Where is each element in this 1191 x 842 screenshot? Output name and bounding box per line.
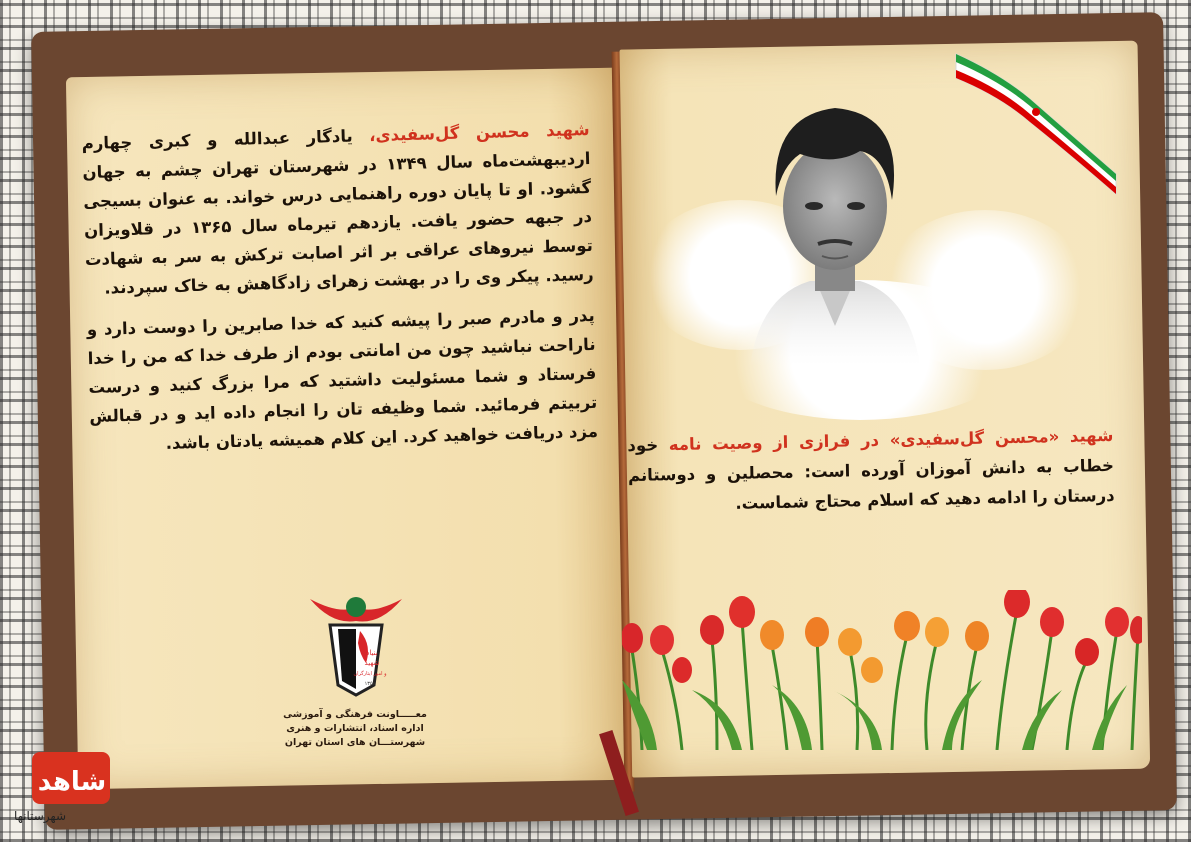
iran-flag <box>950 44 1122 204</box>
logo-year: ۱۳۵۸ <box>364 681 376 687</box>
martyr-foundation-logo <box>300 585 412 700</box>
biography-paragraph <box>81 115 594 303</box>
martyr-name: شهید محسن گل‌سفیدی، <box>368 119 590 146</box>
organization-credit <box>270 708 440 750</box>
tulips-illustration <box>622 590 1142 750</box>
logo-text: شهید <box>364 659 380 667</box>
biography-text: یادگار عبدالله و کبری چهارم اردیبهشت‌ماه سال ۱۳۴۹ در شهرستان تهران چشم به جهان گشود. او تا پایان دوره راهنمایی درس خواند. به عنوان بسیجی در جبهه حضور یافت. یازدهم تیرماه سال ۱۳۶۵ در قلاویزان توسط نیروهای عراقی بر اثر اصابت ترکش به سر به شهادت رسید. پیکر وی را در بهشت زهرای زادگاهش به خاک سپردند. <box>81 126 594 298</box>
logo-text: و امور ایثارگران <box>353 671 387 677</box>
quote-text: خود خطاب به دانش آموزان آورده است: محصلین و دوستانم درستان را ادامه دهید که اسلام محتاج شماست. <box>627 435 1115 513</box>
watermark-subtext: شهرستانها <box>13 809 67 823</box>
org-line: شهرستـــان های استان تهران <box>284 737 426 748</box>
shahed-watermark-logo <box>6 748 114 828</box>
will-paragraph: پدر و مادرم صبر را پیشه کنید که خدا صابرین را دوست دارد و ناراحت نباشید چون من امانتی بودم از طرف خدا که من را خدا فرستاد و شما مسئولیت داشتید که مرا بزرگ کنید و درست تربیتم فرمائید. شما وظیفه تان را انجام داده اید و در قبالش مزد دریافت خواهید کرد. این کلام همیشه یادتان باشد. <box>86 305 599 453</box>
quote-block <box>627 421 1115 521</box>
quote-intro: شهید «محسن گل‌سفیدی» در فرازی از وصیت نامه <box>668 425 1114 455</box>
org-line: اداره اسناد، انتشارات و هنری <box>286 723 424 734</box>
logo-text: بنیاد <box>366 649 378 657</box>
biography-block <box>81 115 598 472</box>
watermark-text: شاهد <box>37 767 107 797</box>
org-line: معـــــاونت فرهنگی و آموزشی <box>283 709 427 720</box>
martyr-portrait <box>740 96 930 366</box>
